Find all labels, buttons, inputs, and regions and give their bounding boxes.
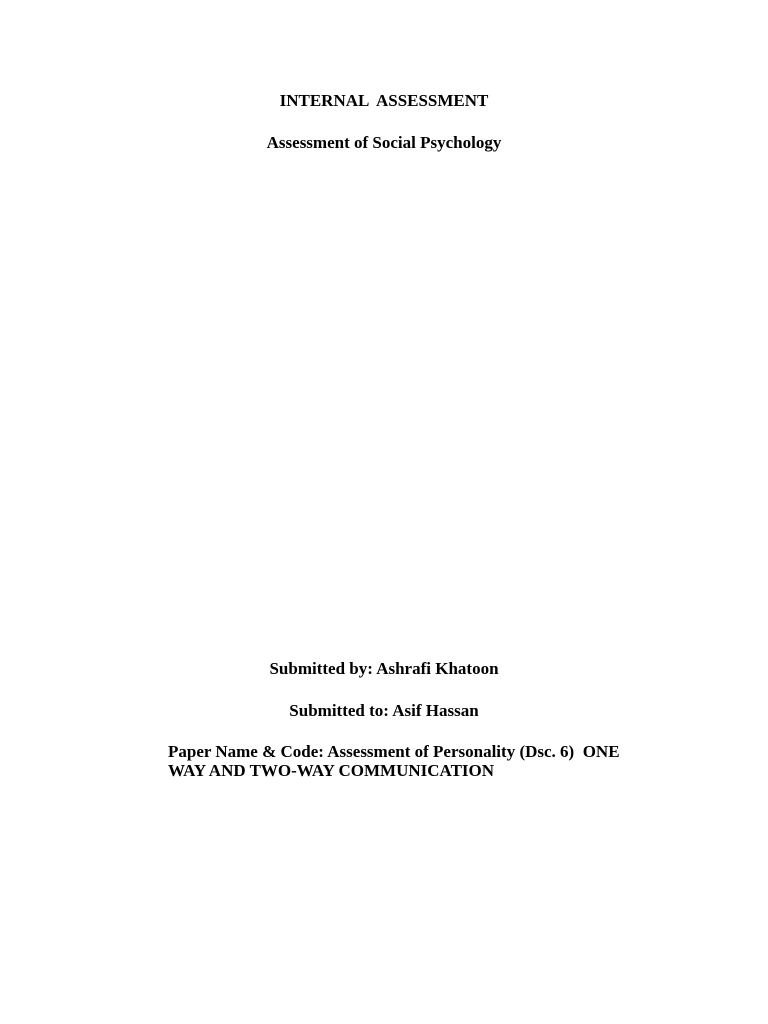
submitted-by-text: Submitted by: Ashrafi Khatoon [269,659,499,678]
paper-name-code [168,742,668,780]
document-title: INTERNAL ASSESSMENT [279,91,489,110]
paper-line-1: Paper Name & Code: Assessment of Personality (Dsc. 6) ONE [168,742,620,761]
paper-line-2: WAY AND TWO-WAY COMMUNICATION [168,761,495,780]
submitted-to-text: Submitted to: Asif Hassan [289,701,479,720]
document-subtitle: Assessment of Social Psychology [266,133,502,152]
